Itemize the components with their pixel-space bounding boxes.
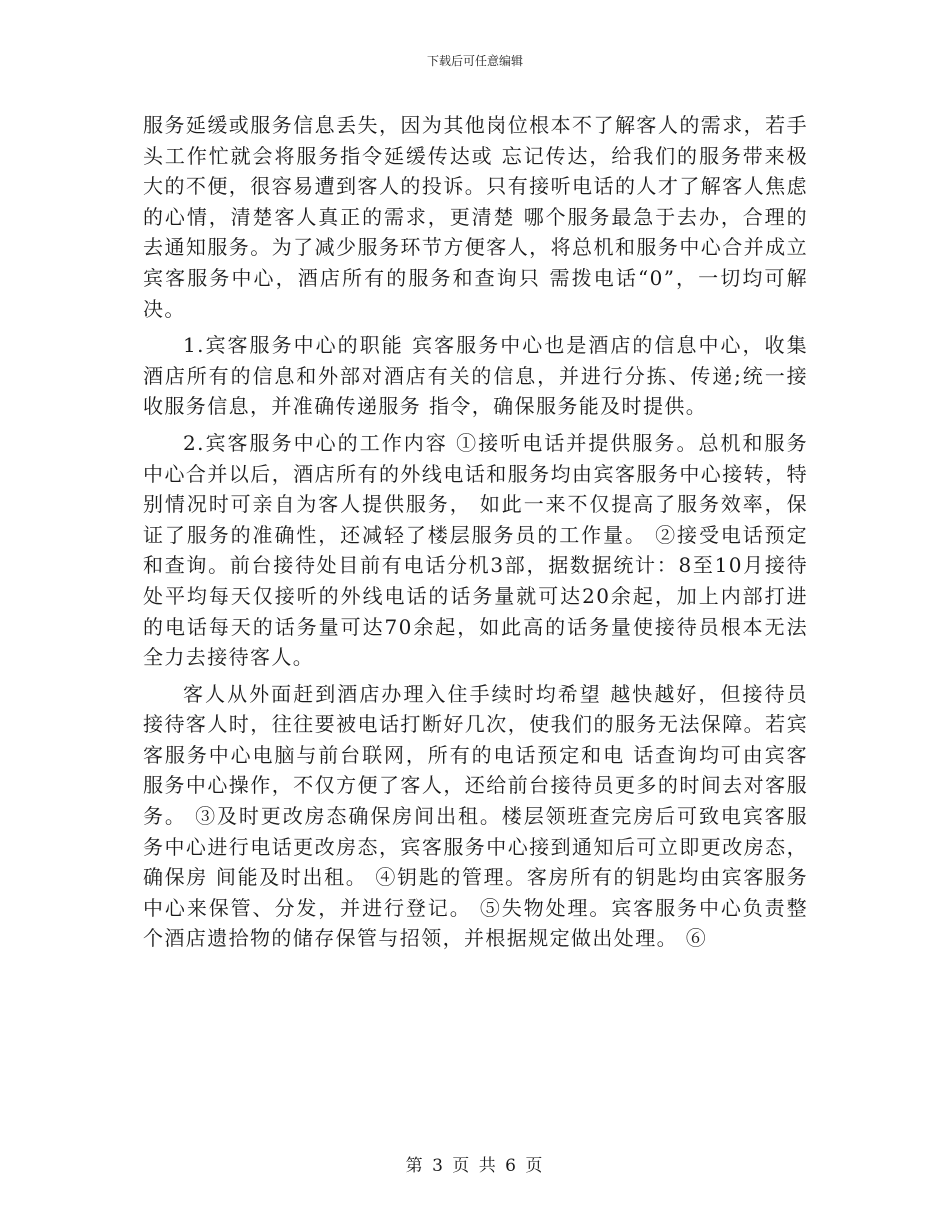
paragraph-continuation: 服务延缓或服务信息丢失，因为其他岗位根本不了解客人的需求，若手头工作忙就会将服务指令延缓传达或 忘记传达，给我们的服务带来极大的不便，很容易遭到客人的投诉。只有接听电话的人才了解客人焦虑的心情，清楚客人真正的需求，更清楚 哪个服务最急于去办，合理的去通知服务。为了减少服务环节方便客人，将总机和服务中心合并成立宾客服务中心，酒店所有的服务和查询只 需拨电话“0”，一切均可解决。 — [143, 113, 808, 321]
document-body — [143, 110, 808, 954]
paragraph-service-center-work: 2.宾客服务中心的工作内容 ①接听电话并提供服务。总机和服务中心合并以后，酒店所有的外线电话和服务均由宾客服务中心接转，特别情况时可亲自为客人提供服务， 如此一来不仅提高了服务效率，保证了服务的准确性，还减轻了楼层服务员的工作量。 ②接受电话预定和查询。前台接待处目前有电话分机3部，据数据统计：8至10月接待处平均每天仅接听的外线电话的话务量就可达20余起，加上内部打进的电话每天的话务量可达70余起，如此高的话务量使接待员根本无法全力去接待客人。 — [143, 430, 808, 670]
page-header: 下载后可任意编辑 — [426, 54, 523, 68]
paragraph-service-center-functions: 1.宾客服务中心的职能 宾客服务中心也是酒店的信息中心，收集酒店所有的信息和外部对酒店有关的信息，并进行分拣、传递;统一接收服务信息，并准确传递服务 指令，确保服务能及时提供。 — [143, 333, 808, 419]
page-number-footer: 第 3 页 共 6 页 — [405, 1156, 545, 1176]
paragraph-checkin-and-duties: 客人从外面赶到酒店办理入住手续时均希望 越快越好，但接待员接待客人时，往往要被电话打断好几次，使我们的服务无法保障。若宾客服务中心电脑与前台联网，所有的电话预定和电 话查询均可由宾客服务中心操作，不仅方便了客人，还给前台接待员更多的时间去对客服务。 ③及时更改房态确保房间出租。楼层领班查完房后可致电宾客服务中心进行电话更改房态，宾客服务中心接到通知后可立即更改房态，确保房 间能及时出租。 ④钥匙的管理。客房所有的钥匙均由宾客服务中心来保管、分发，并进行登记。 ⑤失物处理。宾客服务中心负责整个酒店遗拾物的储存保管与招领，并根据规定做出处理。 ⑥ — [143, 681, 808, 951]
